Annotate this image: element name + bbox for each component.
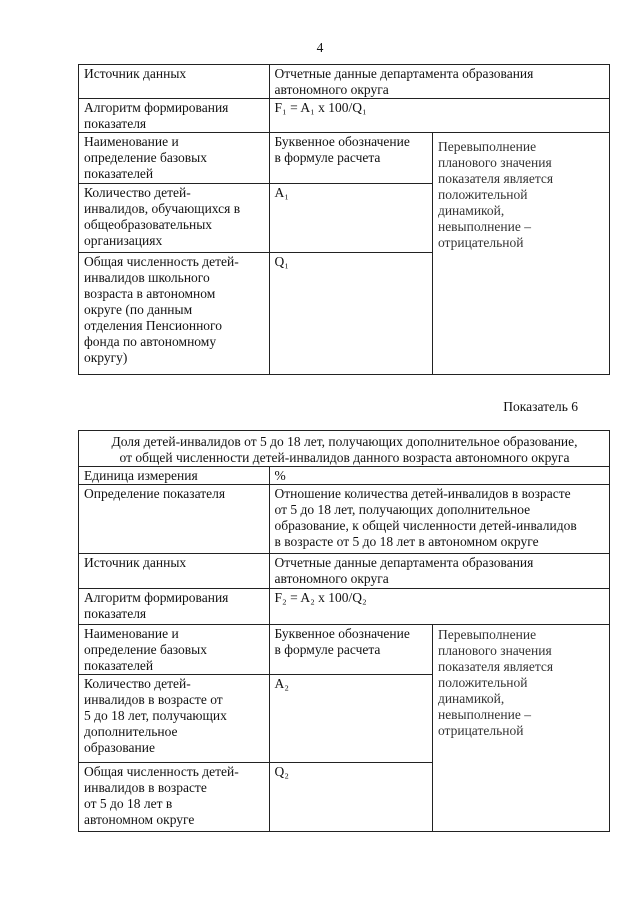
source-label: Источник данных: [79, 554, 270, 589]
algorithm-label: Алгоритм формирования показателя: [79, 589, 270, 625]
row-a-label: Количество детей- инвалидов, обучающихся в общеобразовательных организациях: [79, 184, 270, 253]
row-q-label: Общая численность детей- инвалидов в возрасте от 5 до 18 лет в автономном округе: [79, 763, 270, 832]
indicator-6-label: Показатель 6: [503, 399, 578, 414]
letter-designation-label: Буквенное обозначение в формуле расчета: [269, 133, 432, 184]
source-value: Отчетные данные департамента образования автономного округа: [269, 65, 609, 99]
base-indicators-label: Наименование и определение базовых показателей: [79, 625, 270, 675]
definition-value: Отношение количества детей-инвалидов в возрасте от 5 до 18 лет, получающих дополнительное образование, к общей численности детей-инвалидов в возрасте от 5 до 18 лет в автономном округе: [269, 485, 609, 554]
row-q-symbol: Q₂: [269, 763, 432, 832]
row-a-label: Количество детей- инвалидов в возрасте от 5 до 18 лет, получающих дополнительное образование: [79, 675, 270, 763]
letter-designation-label: Буквенное обозначение в формуле расчета: [269, 625, 432, 675]
unit-value: %: [269, 467, 609, 485]
fulfillment-note: Перевыполнение планового значения показателя является положительной динамикой, невыполнение – отрицательной: [432, 133, 609, 375]
algorithm-formula: F₂ = A₂ x 100/Q₂: [269, 589, 609, 625]
fulfillment-note: Перевыполнение планового значения показателя является положительной динамикой, невыполнение – отрицательной: [432, 625, 609, 832]
indicator-6-title: Доля детей-инвалидов от 5 до 18 лет, получающих дополнительное образование, от общей численности детей-инвалидов данного возраста автономного округа: [79, 431, 610, 467]
algorithm-formula: F₁ = A₁ x 100/Q₁: [269, 99, 609, 133]
row-q-symbol: Q₁: [269, 253, 432, 375]
row-a-symbol: A₁: [269, 184, 432, 253]
row-q-label: Общая численность детей- инвалидов школьного возраста в автономном округе (по данным отделения Пенсионного фонда по автономному округу): [79, 253, 270, 375]
row-a-symbol: A₂: [269, 675, 432, 763]
indicator-5-table: [78, 64, 610, 375]
page-number: 4: [316, 40, 324, 55]
algorithm-label: Алгоритм формирования показателя: [79, 99, 270, 133]
source-label: Источник данных: [79, 65, 270, 99]
unit-label: Единица измерения: [79, 467, 270, 485]
base-indicators-label: Наименование и определение базовых показателей: [79, 133, 270, 184]
indicator-6-table: [78, 430, 610, 832]
definition-label: Определение показателя: [79, 485, 270, 554]
source-value: Отчетные данные департамента образования автономного округа: [269, 554, 609, 589]
